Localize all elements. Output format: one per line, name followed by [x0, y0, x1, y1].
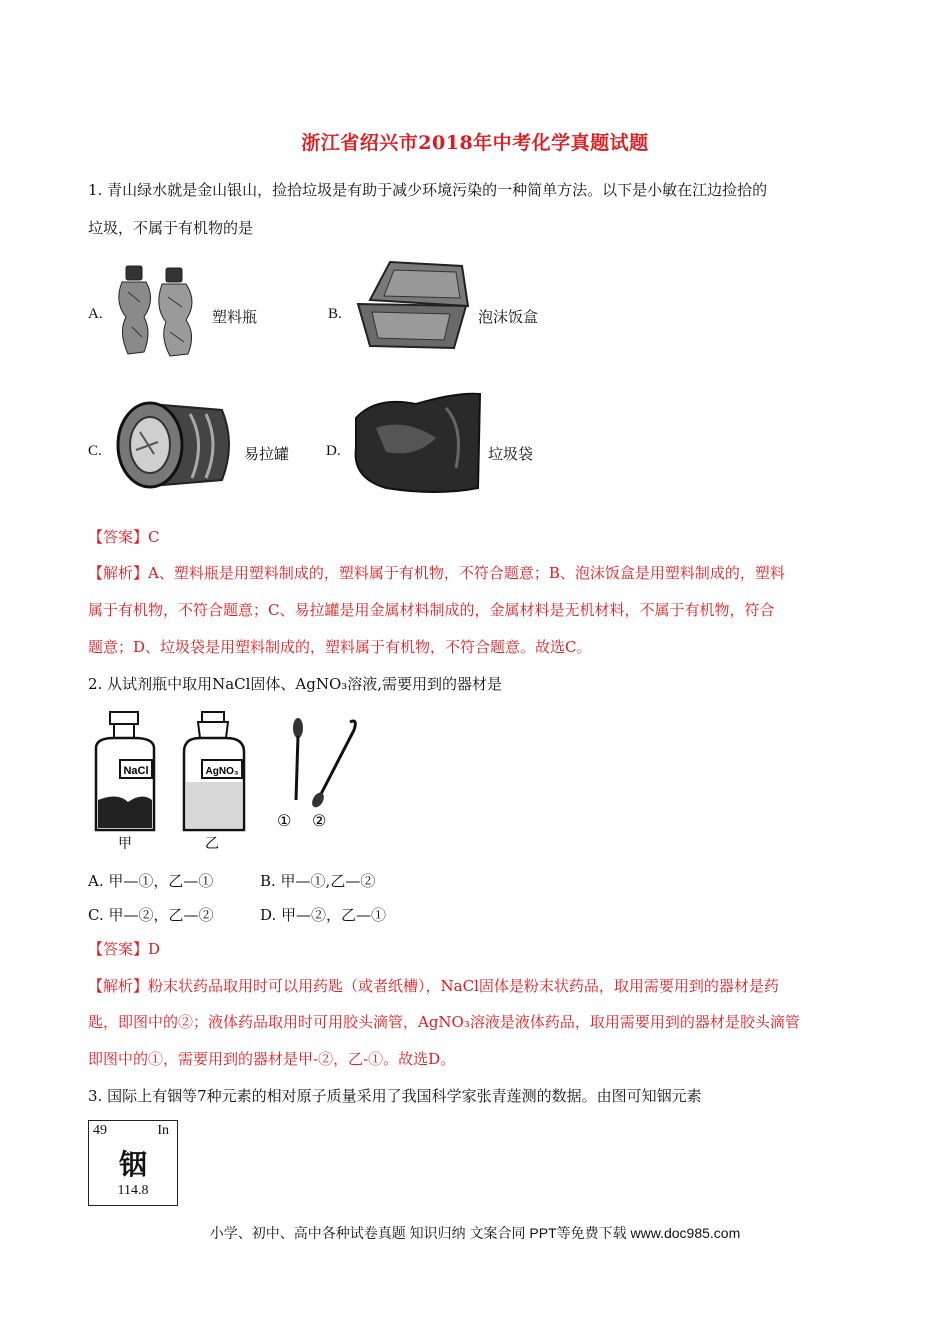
- q1-option-a-label: 塑料瓶: [212, 308, 258, 326]
- q2-analysis-line3: 即图中的①，需要用到的器材是甲-②，乙-①。故选D。: [88, 1050, 456, 1068]
- q2-analysis-tag: 【解析】: [88, 977, 149, 995]
- q1-option-c-letter: C.: [88, 443, 102, 459]
- q1-option-b-label: 泡沫饭盒: [478, 308, 539, 326]
- element-number: 49: [93, 1123, 107, 1138]
- q2-option-d: D. 甲—②，乙—①: [260, 906, 387, 924]
- q1-stem-line1: 1. 青山绿水就是金山银山，捡拾垃圾是有助于减少环境污染的一种简单方法。以下是小敏在江边捡拾的: [88, 181, 768, 199]
- q2-answer: [88, 939, 160, 959]
- q2-analysis-line1: [88, 976, 779, 996]
- footer-text: 小学、初中、高中各种试卷真题 知识归纳 文案合同 PPT等免费下载 www.doc985.com: [209, 1225, 741, 1241]
- q1-option-d-letter: D.: [326, 443, 341, 459]
- q3-stem-line1: 3. 国际上有铟等7种元素的相对原子质量采用了我国科学家张青莲测的数据。由图可知铟元素: [88, 1087, 702, 1105]
- q1-option-a-letter: A.: [88, 306, 103, 322]
- q2-option-b: B. 甲—①,乙—②: [260, 872, 376, 890]
- q2-answer-value: D: [148, 940, 161, 958]
- tool1-label: ①: [277, 811, 292, 830]
- q1-analysis-line2: 属于有机物，不符合题意；C、易拉罐是用金属材料制成的，金属材料是无机材料，不属于有机物，符合: [88, 601, 775, 619]
- pop-can-image: [110, 392, 238, 496]
- spatula-icon: [310, 721, 356, 809]
- q1-analysis-line3: 题意；D、垃圾袋是用塑料制成的，塑料属于有机物，不符合题意。故选C。: [88, 638, 592, 656]
- element-mass: 114.8: [117, 1183, 149, 1198]
- q1-analysis-line1: [88, 563, 785, 583]
- q2-stem-line1: 2. 从试剂瓶中取用NaCl固体、AgNO₃溶液,需要用到的器材是: [88, 675, 503, 693]
- dropper-icon: [293, 718, 303, 800]
- q2-option-a: A. 甲—①，乙—①: [88, 872, 214, 890]
- element-symbol: In: [157, 1123, 169, 1138]
- element-card-indium: [88, 1120, 178, 1206]
- bottle1-caption: 甲: [118, 836, 132, 852]
- q1-analysis-tag: 【解析】: [88, 564, 149, 582]
- q1-option-c-label: 易拉罐: [244, 445, 290, 463]
- element-name: 铟: [118, 1148, 147, 1181]
- q1-stem-line2: 垃圾，不属于有机物的是: [88, 219, 254, 237]
- q1-option-d-label: 垃圾袋: [488, 445, 534, 463]
- q2-option-c: C. 甲—②，乙—②: [88, 906, 214, 924]
- q2-answer-tag: 【答案】: [88, 940, 149, 958]
- q1-option-b-letter: B.: [328, 306, 342, 322]
- plastic-bottles-image: [104, 262, 206, 362]
- garbage-bag-image: [346, 388, 482, 498]
- bottle2-caption: 乙: [205, 836, 219, 852]
- q1-analysis-text1: A、塑料瓶是用塑料制成的，塑料属于有机物，不符合题意；B、泡沫饭盒是用塑料制成的，塑料: [148, 564, 785, 582]
- q1-answer-value: C: [148, 528, 160, 546]
- q2-analysis-line2: 匙，即图中的②；液体药品取用时可用胶头滴管，AgNO₃溶液是液体药品，取用需要用到的器材是胶头滴管: [88, 1013, 800, 1031]
- tool2-label: ②: [312, 811, 327, 830]
- bottle1-label: NaCl: [123, 765, 149, 777]
- page-title: 浙江省绍兴市2018年中考化学真题试题: [301, 132, 649, 154]
- bottle2-label: AgNO₃: [205, 766, 239, 777]
- q2-analysis-text1: 粉末状药品取用时可以用药匙（或者纸槽），NaCl固体是粉末状药品，取用需要用到的器材是药: [148, 977, 779, 995]
- q2-figure: [88, 708, 368, 854]
- foam-lunch-box-image: [350, 256, 474, 352]
- q1-answer: [88, 527, 160, 547]
- q1-answer-tag: 【答案】: [88, 528, 149, 546]
